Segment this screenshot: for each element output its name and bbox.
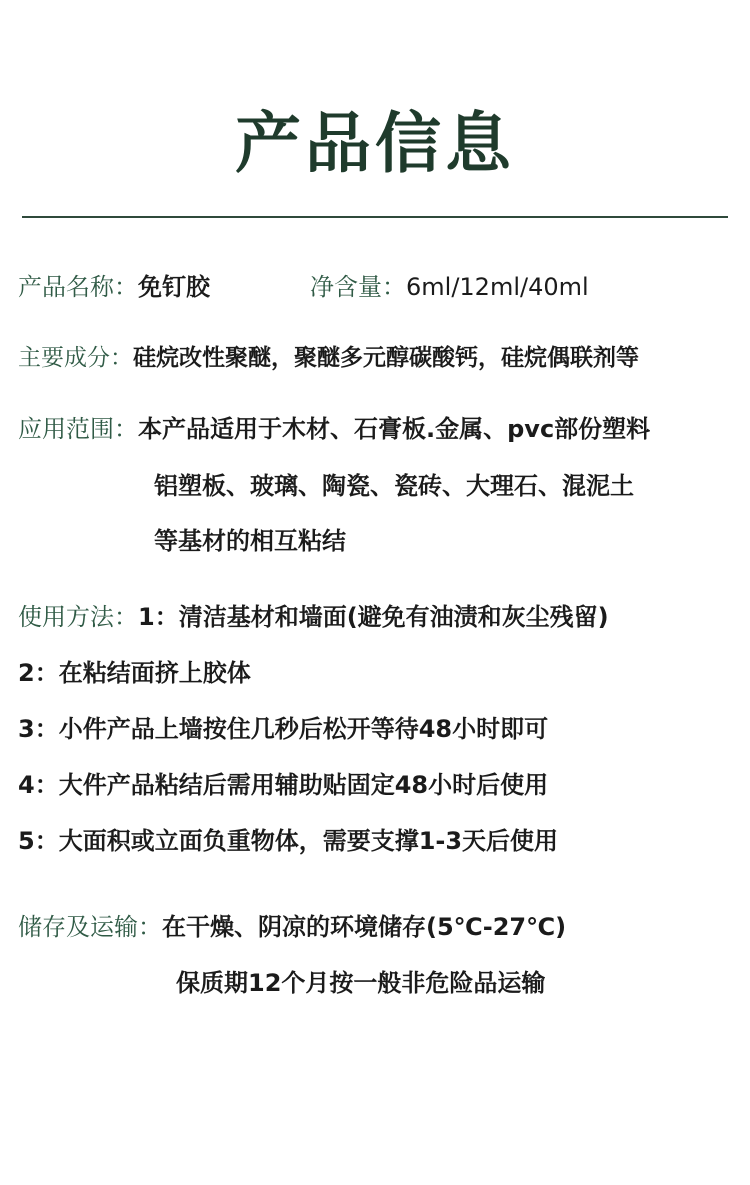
product-name-value: 免钉胶 [138,273,210,301]
scope-line: 本产品适用于木材、石膏板.金属、pvc部份塑料 [138,415,651,443]
net-content-row [310,271,589,303]
scope-row [18,413,650,445]
scope-line: 铝塑板、玻璃、陶瓷、瓷砖、大理石、混泥土 [154,472,634,500]
storage-label: 储存及运输： [18,913,162,941]
ingredients-label: 主要成分： [18,345,133,371]
product-name-row [18,271,210,303]
scope-line: 等基材的相互粘结 [154,527,346,555]
usage-label: 使用方法： [18,603,138,631]
scope-label: 应用范围： [18,415,138,443]
usage-step: 2：在粘结面挤上胶体 [18,659,251,687]
title-divider [22,216,728,218]
net-content-label: 净含量： [310,273,406,301]
storage-line: 保质期12个月按一般非危险品运输 [176,969,546,997]
usage-step: 1：清洁基材和墙面(避免有油渍和灰尘残留) [138,603,609,631]
usage-row [18,601,609,633]
product-name-label: 产品名称： [18,273,138,301]
page-title: 产品信息 [235,105,515,182]
usage-step: 5：大面积或立面负重物体，需要支撑1-3天后使用 [18,827,559,855]
storage-row [18,911,566,943]
ingredients-row [18,342,639,374]
storage-line: 在干燥、阴凉的环境储存(5℃-27℃) [162,913,567,941]
usage-step: 3：小件产品上墙按住几秒后松开等待48小时即可 [18,715,549,743]
usage-step: 4：大件产品粘结后需用辅助贴固定48小时后使用 [18,771,549,799]
ingredients-value: 硅烷改性聚醚，聚醚多元醇碳酸钙，硅烷偶联剂等 [133,345,639,371]
net-content-value: 6ml/12ml/40ml [406,273,589,301]
